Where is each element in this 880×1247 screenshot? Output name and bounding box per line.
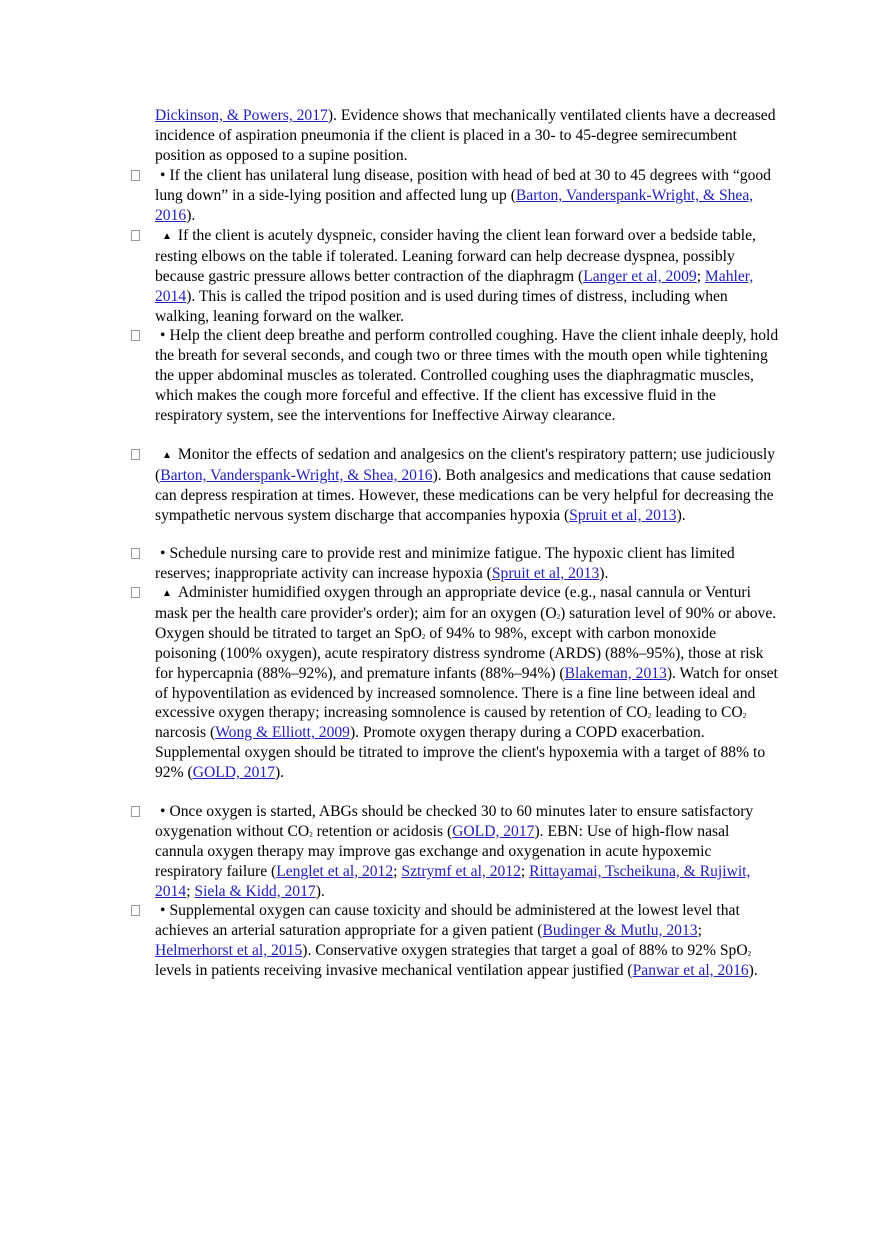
bullet-icon: •: [160, 902, 166, 919]
checkbox-icon[interactable]: [131, 449, 140, 460]
paragraph-text: ) saturation level of 90% or above. Oxygen should be titrated to target an SpO: [155, 604, 777, 642]
subscript: 2: [742, 712, 747, 721]
paragraph-text: ;: [186, 882, 195, 900]
paragraph-text: ). Conservative oxygen strategies that target a goal of 88% to 92% SpO: [302, 941, 748, 959]
paragraph-text: If the client has unilateral lung disease, position with head of bed at 30 to 45 degrees with “good lung down” in a side-lying position and affected lung up (: [155, 167, 771, 204]
citation-link[interactable]: Budinger & Mutlu, 2013: [542, 921, 698, 939]
paragraph-continuation: [155, 106, 780, 166]
citation-link[interactable]: Panwar et al, 2016: [632, 961, 749, 979]
paragraph-text: ;: [520, 862, 530, 880]
paragraph-text: ;: [696, 267, 705, 285]
paragraph-text: ). Both analgesics and medications that cause sedation can depress respiration at times. However, these medications can be very helpful for decreasing the sympathetic nervous system discharge that accompanies hypoxia (: [155, 466, 774, 524]
checkbox-icon[interactable]: [131, 806, 140, 817]
citation-link[interactable]: GOLD, 2017: [452, 822, 535, 840]
bullet-icon: •: [160, 167, 166, 184]
paragraph-text: levels in patients receiving invasive mechanical ventilation appear justified (: [155, 961, 633, 979]
paragraph-unilateral-lung: [155, 166, 780, 226]
paragraph-text: Schedule nursing care to provide rest and minimize fatigue. The hypoxic client has limited reserves; inappropriate activity can increase hypoxia (: [155, 545, 735, 582]
paragraph-text: Administer humidified oxygen through an appropriate device (e.g., nasal cannula or Venturi mask per the health care provider's order); aim for an oxygen (O: [155, 584, 751, 622]
subscript: 2: [309, 830, 313, 839]
citation-link[interactable]: Lenglet et al, 2012: [276, 862, 394, 880]
paragraph-text: ).: [599, 564, 609, 582]
citation-link[interactable]: Barton, Vanderspank-Wright, & Shea, 2016: [155, 186, 754, 224]
paragraph-text: retention or acidosis (: [312, 822, 453, 840]
paragraph-text: of 94% to 98%, except with carbon monoxide poisoning (100% oxygen), acute respiratory distress syndrome (ARDS) (88%–95%), those at risk for hypercapnia (88%–92%), and premature infants (88%–94%) (: [155, 624, 764, 682]
paragraph-text: ).: [186, 206, 196, 224]
paragraph-text: narcosis (: [155, 724, 216, 742]
paragraph-text: ;: [393, 862, 402, 880]
citation-link[interactable]: Langer et al, 2009: [583, 267, 697, 285]
paragraph-text: ).: [274, 764, 285, 782]
subscript: 2: [647, 712, 652, 721]
triangle-alert-icon: ▲: [162, 450, 172, 461]
subscript: 2: [556, 612, 561, 621]
citation-link[interactable]: Helmerhorst et al, 2015: [155, 941, 303, 959]
paragraph-text: ).: [748, 961, 758, 979]
paragraph-text: Help the client deep breathe and perform controlled coughing. Have the client inhale deeply, hold the breath for several seconds, and cough two or three times with the mouth open while tightening the upper abdominal muscles as tolerated. Controlled coughing uses the diaphragmatic muscles, which makes the cough more forceful and effective. If the client has excessive fluid in the respiratory system, see the interventions for Ineffective Airway clearance.: [155, 327, 779, 424]
paragraph-text: If the client is acutely dyspneic, consider having the client lean forward over a bedside table, resting elbows on the table if tolerated. Leaning forward can help decrease dyspnea, possibly because gastric pressure allows better contraction of the diaphragm (: [155, 227, 756, 285]
bullet-icon: •: [160, 803, 166, 820]
triangle-alert-icon: ▲: [162, 231, 172, 242]
paragraph-text: ). This is called the tripod position and is used during times of distress, including when walking, leaning forward on the walker.: [155, 287, 728, 325]
paragraph-text: ). Promote oxygen therapy during a COPD exacerbation. Supplemental oxygen should be titrated to improve the client's hypoxemia with a target of 88% to 92% (: [155, 724, 766, 782]
paragraph-oxygen-toxicity: [155, 901, 780, 981]
paragraph-dyspneic: [155, 226, 780, 327]
triangle-alert-icon: ▲: [162, 588, 172, 599]
citation-link[interactable]: Blakeman, 2013: [564, 664, 667, 682]
paragraph-abg-check: [155, 802, 780, 902]
checkbox-icon[interactable]: [131, 230, 140, 241]
paragraph-text: ;: [697, 921, 702, 939]
bullet-icon: •: [160, 545, 166, 562]
citation-link[interactable]: Sztrymf et al, 2012: [401, 862, 521, 880]
paragraph-text: ). Watch for onset of hypoventilation as evidenced by increased somnolence. There is a fine line between ideal and excessive oxygen therapy; increasing somnolence is caused by retention of CO: [155, 664, 778, 722]
checkbox-icon[interactable]: [131, 587, 140, 598]
paragraph-text: ). Evidence shows that mechanically ventilated clients have a decreased incidence of aspiration pneumonia if the client is placed in a 30- to 45-degree semirecumbent position as opposed to a supine position.: [155, 107, 776, 164]
checkbox-icon[interactable]: [131, 905, 140, 916]
paragraph-text: ).: [315, 882, 325, 900]
paragraph-text: Supplemental oxygen can cause toxicity and should be administered at the lowest level that achieves an arterial saturation appropriate for a given patient (: [155, 902, 740, 939]
checkbox-icon[interactable]: [131, 548, 140, 559]
citation-link[interactable]: Rittayamai, Tscheikuna, & Rujiwit, 2014: [155, 862, 751, 900]
citation-link[interactable]: Spruit et al, 2013: [569, 506, 677, 524]
paragraph-text: Monitor the effects of sedation and analgesics on the client's respiratory pattern; use judiciously (: [155, 446, 775, 484]
citation-link[interactable]: GOLD, 2017: [192, 764, 275, 782]
citation-link[interactable]: Spruit et al, 2013: [491, 564, 600, 582]
citation-link[interactable]: Barton, Vanderspank-Wright, & Shea, 2016: [160, 466, 433, 484]
paragraph-sedation: [155, 445, 780, 526]
citation-link[interactable]: Siela & Kidd, 2017: [194, 882, 316, 900]
paragraph-humidified-oxygen: [155, 583, 780, 783]
paragraph-text: ).: [676, 506, 686, 524]
citation-link[interactable]: Mahler, 2014: [155, 267, 754, 305]
subscript: 2: [747, 949, 752, 958]
checkbox-icon[interactable]: [131, 330, 140, 341]
paragraph-schedule-rest: [155, 544, 780, 584]
paragraph-text: ). EBN: Use of high-flow nasal cannula oxygen therapy may improve gas exchange and oxygenation in acute hypoxemic respiratory failure (: [155, 822, 730, 880]
paragraph-text: leading to CO: [651, 704, 743, 722]
paragraph-coughing: [155, 326, 780, 426]
citation-link[interactable]: Dickinson, & Powers, 2017: [155, 107, 328, 124]
paragraph-text: Once oxygen is started, ABGs should be checked 30 to 60 minutes later to ensure satisfactory oxygenation without CO: [155, 803, 754, 840]
citation-link[interactable]: Wong & Elliott, 2009: [215, 724, 350, 742]
checkbox-icon[interactable]: [131, 170, 140, 181]
subscript: 2: [421, 632, 426, 641]
bullet-icon: •: [160, 327, 166, 344]
